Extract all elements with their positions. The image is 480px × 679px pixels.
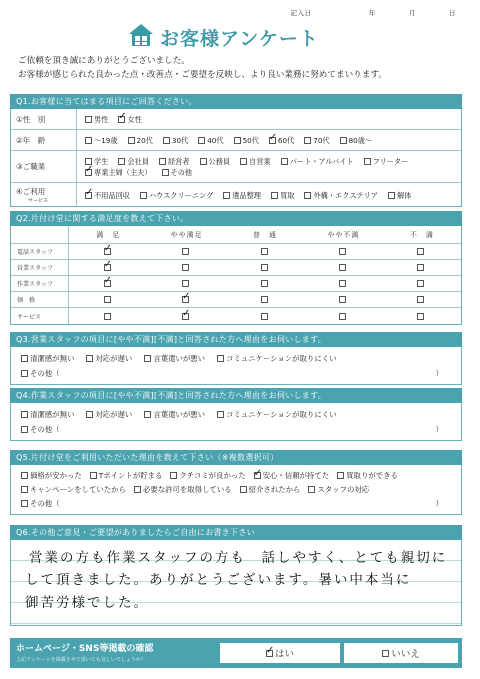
q1-age-options-item[interactable] — [340, 135, 373, 146]
q1-occupation-options-label: 専業主婦（主夫） — [94, 167, 152, 177]
q2-rating-cell — [304, 244, 382, 259]
q5-other-checkbox[interactable] — [21, 500, 28, 507]
q3-other-label: その他（ — [30, 369, 60, 378]
q5-options-line-1-label: 安心・信頼が持てた — [262, 471, 330, 480]
q2-rating-cell — [383, 276, 461, 291]
q4-options-label: コミュニケーションが取りにくい — [226, 410, 337, 419]
q2-rating-checkbox[interactable] — [182, 280, 189, 287]
q6-comment-box[interactable] — [10, 540, 462, 626]
q2-rating-checkbox[interactable] — [339, 313, 346, 320]
q3-options — [21, 351, 453, 366]
q1-occupation-options-label: 自営業 — [249, 156, 271, 166]
q2-rating-checkbox[interactable] — [417, 280, 424, 287]
q1-occupation-options-label: 経営者 — [167, 156, 190, 166]
q1-occupation-options-item[interactable] — [159, 156, 190, 167]
q5-options-line-2-item[interactable] — [134, 483, 232, 497]
q3-options-checkbox[interactable] — [21, 355, 28, 362]
q4-other-close: ） — [435, 425, 443, 434]
q3-options-label: 言葉遣いが悪い — [153, 354, 206, 363]
q2-rating-checkbox[interactable] — [182, 296, 189, 303]
q5-options-line-1-checkbox[interactable] — [21, 472, 28, 479]
page-title: お客様アンケート — [160, 28, 319, 50]
q1-service-label-main: ④ご利用 — [16, 187, 46, 196]
q2-header-row — [11, 226, 461, 244]
q2-rating-cell — [69, 276, 147, 291]
q5-options-line-2-checkbox[interactable] — [21, 486, 28, 493]
q1-service-options-checkbox[interactable] — [304, 192, 311, 199]
q5-options-line-1-checkbox[interactable] — [170, 472, 177, 479]
q2-rating-cell — [383, 260, 461, 275]
q1-age-label: ②年 齢 — [11, 130, 77, 150]
q1-age-options-item[interactable] — [269, 135, 294, 146]
q5-options-line-1 — [21, 469, 453, 483]
q3-options-item[interactable] — [217, 351, 336, 366]
q3-options-checkbox[interactable] — [86, 355, 93, 362]
q2-rating-cell — [226, 260, 304, 275]
q5-options-line-1-item[interactable] — [254, 469, 330, 483]
q5-options-line-1-item[interactable] — [21, 469, 82, 483]
q2-rating-checkbox[interactable] — [339, 280, 346, 287]
q1-age-options-checkbox[interactable] — [163, 137, 170, 144]
q1-occupation-options-checkbox[interactable] — [200, 158, 207, 165]
q2-rating-checkbox[interactable] — [261, 280, 268, 287]
q1-service-options-item[interactable] — [223, 190, 261, 201]
q2-rating-checkbox[interactable] — [104, 280, 111, 287]
q2-rating-cell — [226, 244, 304, 259]
q2-rating-checkbox[interactable] — [261, 313, 268, 320]
q2-rating-cell — [147, 276, 225, 291]
q1-gender-options-checkbox[interactable] — [118, 116, 125, 123]
q1-service-label-sub: サービス — [28, 198, 49, 204]
q1-age-options-label: 20代 — [136, 135, 153, 145]
q1-occupation-options-checkbox[interactable] — [118, 158, 125, 165]
q2-rating-cell — [226, 276, 304, 291]
q6-handwritten-line-2: して頂きました。ありがとうございます。暑い中本当に — [25, 572, 412, 588]
q2-rating-checkbox[interactable] — [261, 296, 268, 303]
q1-service-options-checkbox[interactable] — [85, 192, 92, 199]
q2-rating-cell — [304, 276, 382, 291]
footer-consent — [10, 638, 462, 668]
q5-options-line-1-item[interactable] — [337, 469, 398, 483]
q4-other-line — [21, 422, 453, 437]
q1-age-options-checkbox[interactable] — [128, 137, 135, 144]
q1-service-options-checkbox[interactable] — [223, 192, 230, 199]
q4-heading: Q4.作業スタッフの項目に[やや不満][不満]と回答された方へ理由をお伺いします。 — [10, 388, 462, 403]
q2-rating-cell — [147, 292, 225, 307]
q3-options-label: コミュニケーションが取りにくい — [226, 354, 337, 363]
q1-age-options-checkbox[interactable] — [85, 137, 92, 144]
q1-occupation-options-label: 会社員 — [127, 156, 149, 166]
q2-rating-checkbox[interactable] — [182, 313, 189, 320]
q5-options-line-2-checkbox[interactable] — [308, 486, 315, 493]
q1-age-options-checkbox[interactable] — [340, 137, 347, 144]
q2-rating-row — [11, 292, 461, 308]
q1-gender-options-item[interactable] — [118, 114, 141, 125]
q1-service-options-item[interactable] — [304, 190, 377, 201]
q5-other-line — [21, 497, 453, 511]
q1-gender-options — [77, 114, 142, 125]
q1-age-options — [77, 135, 372, 146]
q1-occupation-options-checkbox[interactable] — [162, 169, 169, 176]
q6-heading: Q6.その他ご意見・ご要望がありましたらご自由にお書き下さい — [10, 525, 462, 540]
q5-options-line-2-label: キャンペーンをしていたから — [30, 485, 126, 494]
q3-box — [10, 347, 462, 385]
consent-no-label: いいえ — [391, 649, 420, 660]
q1-heading: Q1.お客様に当てはまる項目にご回答ください。 — [10, 94, 462, 109]
q5-box — [10, 465, 462, 515]
q1-age-options-label: 30代 — [171, 135, 189, 145]
intro-line-2: お客様が感じられた良かった点・改善点・ご要望を反映し、より良い業務に努めてまいります。 — [18, 70, 387, 80]
q5-options-line-2-checkbox[interactable] — [240, 486, 247, 493]
q2-rating-cell — [69, 260, 147, 275]
q2-rating-checkbox[interactable] — [261, 248, 268, 255]
q4-options-checkbox[interactable] — [217, 411, 224, 418]
q1-age-options-item[interactable] — [85, 135, 118, 146]
q2-column-header: 普 通 — [253, 230, 278, 239]
q2-rating-cell — [226, 308, 304, 324]
q2-rating-checkbox[interactable] — [261, 264, 268, 271]
q1-service-options-checkbox[interactable] — [271, 192, 278, 199]
q4-options-item[interactable] — [21, 407, 74, 422]
q2-rating-row — [11, 276, 461, 292]
q5-options-line-1-checkbox[interactable] — [254, 472, 261, 479]
q3-options-item[interactable] — [144, 351, 205, 366]
q4-options-checkbox[interactable] — [86, 411, 93, 418]
q2-rating-checkbox[interactable] — [104, 296, 111, 303]
q1-service-row — [11, 183, 461, 207]
q1-service-options — [77, 190, 411, 201]
q1-service-options-item[interactable] — [140, 190, 213, 201]
q5-options-line-1-checkbox[interactable] — [337, 472, 344, 479]
q4-options-item[interactable] — [217, 407, 336, 422]
q5-options-line-2 — [21, 483, 453, 497]
q2-rating-checkbox[interactable] — [339, 264, 346, 271]
q2-rating-cell — [304, 260, 382, 275]
q1-gender-options-label: 男性 — [94, 114, 109, 124]
q1-age-options-label: 70代 — [313, 135, 330, 145]
q2-rating-cell — [147, 260, 225, 275]
entry-date — [291, 8, 456, 17]
consent-no-checkbox[interactable] — [382, 650, 389, 657]
q2-row-label: 営業スタッフ — [11, 260, 69, 275]
q2-column-header: やや不満 — [327, 230, 360, 239]
footer-subtitle: 上記アンケートを掲載させて頂いても宜しいでしょうか？ — [16, 657, 146, 663]
q2-rating-cell — [69, 308, 147, 324]
q1-service-options-label: ハウスクリーニング — [148, 190, 214, 200]
q5-heading: Q5.片付け堂をご利用いただいた理由を教えて下さい（※複数選択可） — [10, 450, 462, 465]
q1-occupation-options-checkbox[interactable] — [364, 158, 371, 165]
intro-text — [18, 54, 387, 82]
q5-other-close: ） — [435, 499, 443, 508]
q2-rating-checkbox[interactable] — [417, 296, 424, 303]
q5-options-line-1-label: 価格が安かった — [30, 471, 82, 480]
q1-occupation-options-item[interactable] — [162, 167, 193, 178]
q2-rating-checkbox[interactable] — [417, 313, 424, 320]
q5-options-line-1-label: クチコミが良かった — [179, 471, 246, 480]
consent-no-option[interactable] — [344, 643, 458, 663]
q2-rating-checkbox[interactable] — [339, 248, 346, 255]
entry-month-label: 月 — [408, 9, 416, 17]
q5-options-line-1-item[interactable] — [90, 469, 163, 483]
q2-rating-checkbox[interactable] — [104, 313, 111, 320]
q1-age-options-checkbox[interactable] — [198, 137, 205, 144]
q5-options-line-1-checkbox[interactable] — [90, 472, 97, 479]
q4-box — [10, 403, 462, 441]
q2-row-label: 作業スタッフ — [11, 276, 69, 291]
q2-rating-checkbox[interactable] — [104, 264, 111, 271]
q1-service-options-label: 外構・エクステリア — [313, 190, 378, 200]
q1-service-options-label: 遺品整理 — [232, 190, 262, 200]
q1-occupation-options-item[interactable] — [281, 156, 354, 167]
q5-options-line-2-label: 必要な許可を取得している — [142, 485, 232, 494]
q3-heading: Q3.営業スタッフの項目に[やや不満][不満]と回答された方へ理由をお伺いします。 — [10, 332, 462, 347]
q2-rating-cell — [147, 308, 225, 324]
q2-rating-row — [11, 260, 461, 276]
q1-service-options-checkbox[interactable] — [140, 192, 147, 199]
q1-occupation-options-label: 公務員 — [208, 156, 231, 166]
q1-occupation-options-item[interactable] — [364, 156, 409, 167]
q5-options-line-2-item[interactable] — [240, 483, 301, 497]
q4-other-label: その他（ — [30, 425, 60, 434]
q5-options-line-2-item[interactable] — [308, 483, 369, 497]
q1-occupation-options-checkbox[interactable] — [85, 169, 92, 176]
q6-handwritten-line-1: 営業の方も作業スタッフの方も 話しやすく、とても親切に — [29, 550, 448, 566]
q1-occupation-options-item[interactable] — [200, 156, 231, 167]
q3-options-item[interactable] — [21, 351, 74, 366]
q2-column-header: 不 満 — [409, 230, 434, 239]
q2-rating-row — [11, 244, 461, 260]
q1-service-label — [11, 183, 77, 207]
q2-rating-cell — [304, 308, 382, 324]
q4-options — [21, 407, 453, 422]
consent-yes-label: はい — [274, 649, 294, 660]
q1-occupation-options-item[interactable] — [240, 156, 271, 167]
q2-column-header: 満 足 — [96, 230, 121, 239]
consent-yes-option[interactable] — [220, 643, 340, 663]
q1-box — [10, 109, 462, 207]
q1-age-options-item[interactable] — [304, 135, 329, 146]
q3-options-checkbox[interactable] — [144, 355, 151, 362]
q1-age-options-label: 60代 — [277, 135, 295, 145]
q1-gender-options-label: 女性 — [127, 114, 142, 124]
q2-body — [11, 244, 461, 324]
q4-options-label: 言葉遣いが悪い — [153, 410, 206, 419]
q1-gender-label: ①性 別 — [11, 109, 77, 129]
q1-occupation-options-checkbox[interactable] — [240, 158, 247, 165]
entry-year-label: 年 — [368, 9, 376, 17]
q2-table — [10, 226, 462, 325]
q1-age-options-checkbox[interactable] — [269, 137, 276, 144]
q2-rating-cell — [383, 244, 461, 259]
q3-options-label: 清潔感が無い — [30, 354, 75, 363]
q3-other-checkbox[interactable] — [21, 370, 28, 377]
q2-rating-checkbox[interactable] — [182, 264, 189, 271]
q1-occupation-row — [11, 151, 461, 183]
q1-age-options-item[interactable] — [234, 135, 259, 146]
q1-service-options-item[interactable] — [388, 190, 411, 201]
q2-rating-cell — [69, 292, 147, 307]
q1-service-options-label: 解体 — [396, 190, 412, 200]
q2-rating-cell — [226, 292, 304, 307]
footer-title: ホームページ・SNS等掲載の確認 — [16, 644, 154, 654]
q2-rating-checkbox[interactable] — [417, 248, 424, 255]
q2-rating-checkbox[interactable] — [104, 248, 111, 255]
q4-options-item[interactable] — [144, 407, 205, 422]
q2-row-label: 電話スタッフ — [11, 244, 69, 259]
q6-handwritten-line-3: 御苦労様でした。 — [25, 595, 149, 611]
q4-options-checkbox[interactable] — [144, 411, 151, 418]
q3-options-item[interactable] — [86, 351, 132, 366]
entry-day-label: 日 — [449, 9, 456, 17]
q1-service-options-label: 不用品回収 — [94, 190, 130, 200]
q1-service-options-label: 買取 — [280, 190, 295, 200]
q2-column-header: やや満足 — [170, 230, 203, 239]
q3-options-label: 対応が遅い — [95, 354, 133, 363]
intro-line-1: ご依頼を頂き誠にありがとうございました。 — [18, 56, 190, 66]
q1-occupation-options — [77, 156, 457, 178]
q4-options-checkbox[interactable] — [21, 411, 28, 418]
q1-gender-row — [11, 109, 461, 130]
q4-other-checkbox[interactable] — [21, 426, 28, 433]
q1-occupation-options-item[interactable] — [85, 167, 152, 178]
q1-occupation-options-checkbox[interactable] — [159, 158, 166, 165]
q1-occupation-options-label: その他 — [170, 167, 193, 177]
q1-age-options-item[interactable] — [128, 135, 153, 146]
q3-other-line — [21, 366, 453, 381]
q2-rating-cell — [147, 244, 225, 259]
house-logo-icon — [126, 22, 156, 48]
q2-rating-cell — [304, 292, 382, 307]
q1-occupation-options-label: フリーター — [372, 156, 409, 166]
q1-age-options-item[interactable] — [163, 135, 188, 146]
q2-rating-cell — [69, 244, 147, 259]
q1-gender-options-checkbox[interactable] — [85, 116, 92, 123]
q4-options-label: 対応が遅い — [95, 410, 133, 419]
q1-age-options-label: 50代 — [242, 135, 259, 145]
q5-options-line-1-item[interactable] — [170, 469, 245, 483]
entry-date-label: 記入日 — [290, 9, 312, 17]
q1-occupation-options-label: パート・アルバイト — [289, 156, 354, 166]
q5-options-line-2-label: 紹介されたから — [248, 485, 301, 494]
q5-options-line-1-label: 買取りができる — [346, 471, 398, 480]
q3-other-close: ） — [435, 369, 443, 378]
consent-yes-checkbox[interactable] — [266, 650, 273, 657]
q2-row-label: 価 格 — [11, 292, 69, 307]
q1-age-row — [11, 130, 461, 151]
q5-options-line-2-checkbox[interactable] — [134, 486, 141, 493]
q1-age-options-item[interactable] — [198, 135, 223, 146]
q2-heading: Q2.片付け堂に関する満足度を教えて下さい。 — [10, 211, 462, 226]
q2-rating-cell — [383, 292, 461, 307]
q2-rating-checkbox[interactable] — [417, 264, 424, 271]
q5-options-line-1-label: Tポイントが貯まる — [98, 471, 163, 480]
q1-age-options-checkbox[interactable] — [304, 137, 311, 144]
q1-age-options-label: 80歳～ — [348, 135, 373, 145]
q5-options-line-2-item[interactable] — [21, 483, 126, 497]
q3-options-checkbox[interactable] — [217, 355, 224, 362]
q2-rating-checkbox[interactable] — [339, 296, 346, 303]
q2-rating-checkbox[interactable] — [182, 248, 189, 255]
q1-service-options-checkbox[interactable] — [388, 192, 395, 199]
q4-options-label: 清潔感が無い — [30, 410, 75, 419]
q1-service-options-item[interactable] — [271, 190, 294, 201]
q1-occupation-options-item[interactable] — [118, 156, 149, 167]
q1-occupation-label: ③ご職業 — [11, 151, 77, 182]
q1-age-options-checkbox[interactable] — [234, 137, 241, 144]
q1-service-options-item[interactable] — [85, 190, 130, 201]
q1-occupation-options-label: 学生 — [94, 156, 109, 166]
q5-other-label: その他（ — [30, 499, 60, 508]
q5-options-line-2-label: スタッフの対応 — [317, 485, 370, 494]
q2-header-blank — [11, 226, 69, 243]
q2-rating-row — [11, 308, 461, 324]
q2-row-label: サービス — [11, 308, 69, 324]
q1-occupation-options-checkbox[interactable] — [281, 158, 288, 165]
q4-options-item[interactable] — [86, 407, 132, 422]
q2-rating-cell — [383, 308, 461, 324]
q1-age-options-label: 40代 — [207, 135, 224, 145]
q1-gender-options-item[interactable] — [85, 114, 108, 125]
q1-age-options-label: ～19歳 — [94, 135, 118, 145]
